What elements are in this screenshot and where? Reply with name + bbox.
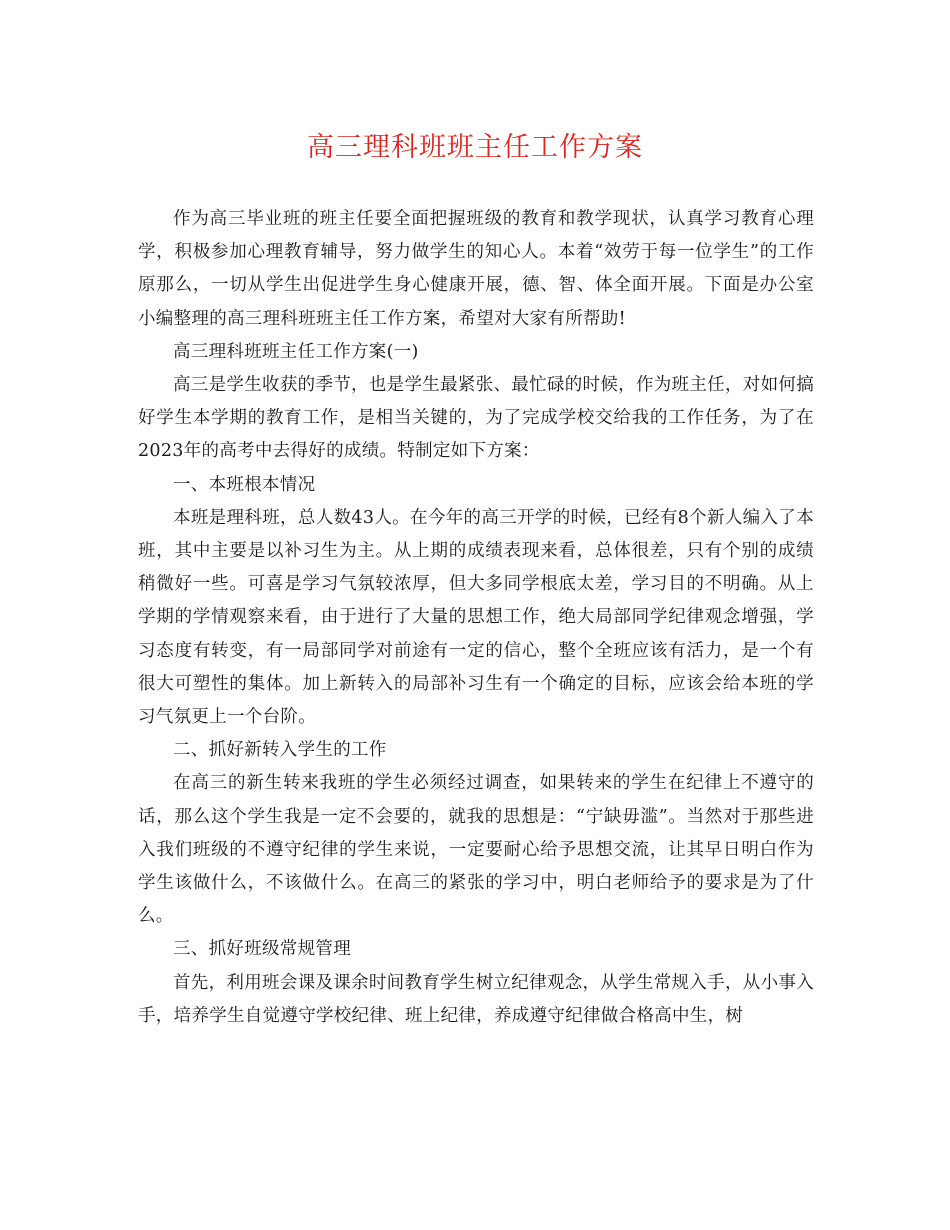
document-body [138,203,814,1033]
intro-paragraph: 作为高三毕业班的班主任要全面把握班级的教育和教学现状，认真学习教育心理学，积极参加心理教育辅导，努力做学生的知心人。本着“效劳于每一位学生”的工作原那么，一切从学生出促进学生身心健康开展，德、智、体全面开展。下面是办公室小编整理的高三理科班班主任工作方案，希望对大家有所帮助! [138,209,814,329]
plan-one-heading: 高三理科班班主任工作方案(一) [173,341,419,362]
document-title: 高三理科班班主任工作方案 [307,132,643,163]
section-three-heading: 三、抓好班级常规管理 [173,939,351,960]
section-one-heading: 一、本班根本情况 [173,474,316,495]
section-one-paragraph: 本班是理科班，总人数43人。在今年的高三开学的时候，已经有8个新人编入了本班，其中主要是以补习生为主。从上期的成绩表现来看，总体很差，只有个别的成绩稍微好一些。可喜是学习气氛较浓厚，但大多同学根底太差，学习目的不明确。从上学期的学情观察来看，由于进行了大量的思想工作，绝大局部同学纪律观念增强，学习态度有转变，有一局部同学对前途有一定的信心，整个全班应该有活力，是一个有很大可塑性的集体。加上新转入的局部补习生有一个确定的目标，应该会给本班的学习气氛更上一个台阶。 [138,507,814,728]
plan-one-intro-paragraph: 高三是学生收获的季节，也是学生最紧张、最忙碌的时候，作为班主任，对如何搞好学生本学期的教育工作，是相当关键的，为了完成学校交给我的工作任务，为了在2023年的高考中去得好的成绩。特制定如下方案： [138,375,814,462]
section-two-heading: 二、抓好新转入学生的工作 [173,740,387,761]
section-three-paragraph: 首先，利用班会课及课余时间教育学生树立纪律观念，从学生常规入手，从小事入手，培养学生自觉遵守学校纪律、班上纪律，养成遵守纪律做合格高中生，树 [138,972,814,1026]
section-two-paragraph: 在高三的新生转来我班的学生必须经过调查，如果转来的学生在纪律上不遵守的话，那么这个学生我是一定不会要的，就我的思想是：“宁缺毋滥”。当然对于那些进入我们班级的不遵守纪律的学生来说，一定要耐心给予思想交流，让其早日明白作为学生该做什么，不该做什么。在高三的紧张的学习中，明白老师给予的要求是为了什么。 [138,773,814,927]
